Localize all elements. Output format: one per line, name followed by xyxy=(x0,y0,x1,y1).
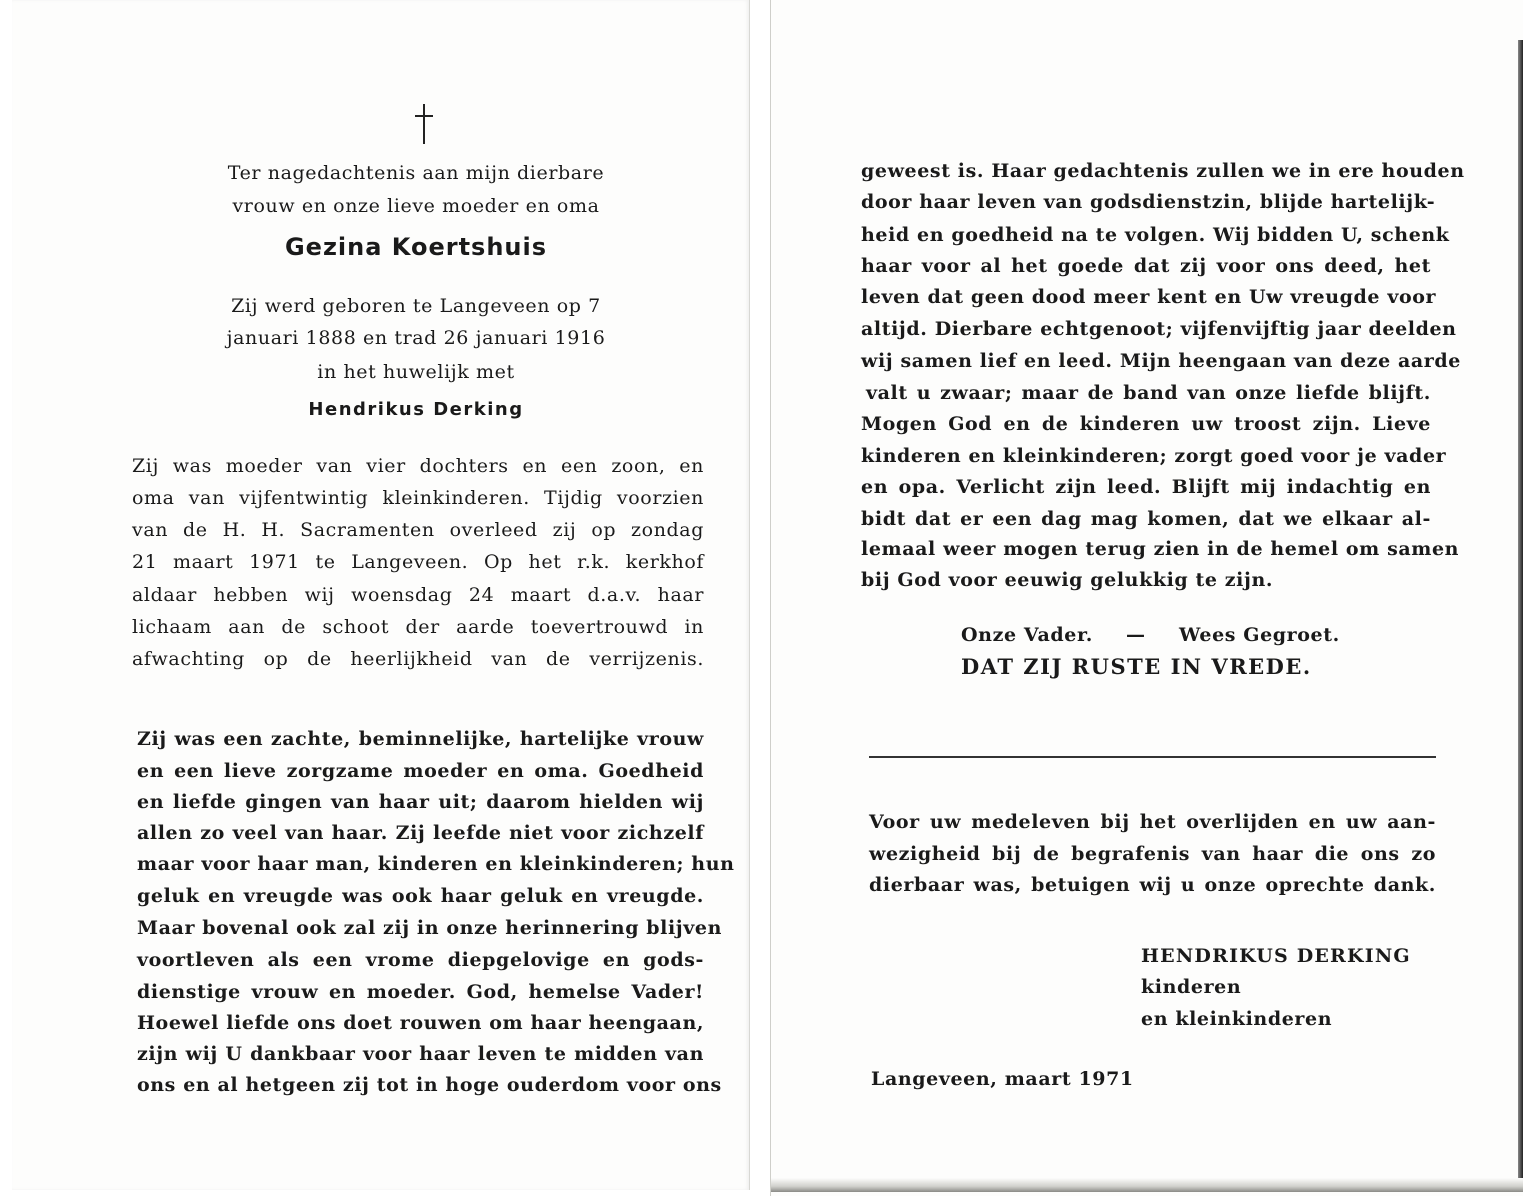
birth-line-3: in het huwelijk met xyxy=(317,361,515,383)
page-shadow-right xyxy=(1518,40,1523,1180)
paragraph-continued-line: heid en goedheid na te volgen. Wij bidden U, schenk xyxy=(861,224,1450,246)
paragraph-2-line: dienstige vrouw en moeder. God, hemelse Vader! xyxy=(137,981,704,1003)
paragraph-1-line: 21 maart 1971 te Langeveen. Op het r.k. kerkhof xyxy=(132,551,704,573)
paragraph-2-line: maar voor haar man, kinderen en kleinkinderen; hun xyxy=(137,853,735,875)
signature-children: kinderen xyxy=(1141,976,1242,998)
paragraph-2-line: en liefde gingen van haar uit; daarom hielden wij xyxy=(137,791,704,813)
paragraph-continued-line: geweest is. Haar gedachtenis zullen we in ere houden xyxy=(861,160,1465,182)
thanks-line: wezigheid bij de begrafenis van haar die ons zo xyxy=(869,843,1436,865)
paragraph-continued-line: en opa. Verlicht zijn leed. Blijft mij indachtig en xyxy=(861,476,1431,498)
paragraph-1-line: aldaar hebben wij woensdag 24 maart d.a.v. haar xyxy=(132,584,704,606)
paragraph-continued-line: door haar leven van godsdienstzin, blijde hartelijk- xyxy=(861,191,1436,213)
prayer-dash: — xyxy=(1126,624,1146,646)
intro-line-1: Ter nagedachtenis aan mijn dierbare xyxy=(227,162,605,184)
paragraph-1-line: Zij was moeder van vier dochters en een zoon, en xyxy=(132,455,704,477)
paragraph-2-line: geluk en vreugde was ook haar geluk en vreugde. xyxy=(137,885,704,907)
paragraph-2-line: Zij was een zachte, beminnelijke, hartelijke vrouw xyxy=(137,728,704,750)
spouse-name: Hendrikus Derking xyxy=(308,399,524,420)
right-page xyxy=(770,0,1523,1196)
prayer-wees-gegroet: Wees Gegroet. xyxy=(1179,624,1340,646)
paragraph-2-line: Maar bovenal ook zal zij in onze herinnering blijven xyxy=(137,917,723,939)
paragraph-continued-line: leven dat geen dood meer kent en Uw vreugde voor xyxy=(861,286,1437,308)
intro-line-2: vrouw en onze lieve moeder en oma xyxy=(232,195,600,217)
paragraph-continued-line: Mogen God en de kinderen uw troost zijn. Lieve xyxy=(861,413,1431,435)
paragraph-continued-line: wij samen lief en leed. Mijn heengaan van deze aarde xyxy=(861,350,1461,372)
signature-grandchildren: en kleinkinderen xyxy=(1141,1008,1333,1030)
page-gutter xyxy=(752,0,768,1200)
signature-name: HENDRIKUS DERKING xyxy=(1141,945,1411,967)
paragraph-continued-line: lemaal weer mogen terug zien in de hemel om samen xyxy=(861,538,1460,560)
birth-line-1: Zij werd geboren te Langeveen op 7 xyxy=(231,295,601,317)
divider-line xyxy=(869,756,1436,758)
rest-in-peace: DAT ZIJ RUSTE IN VREDE. xyxy=(961,654,1312,679)
thanks-line: dierbaar was, betuigen wij u onze oprechte dank. xyxy=(869,874,1436,896)
paragraph-2-line: en een lieve zorgzame moeder en oma. Goedheid xyxy=(137,760,704,782)
left-page xyxy=(12,0,750,1190)
paragraph-2-line: ons en al hetgeen zij tot in hoge ouderdom voor ons xyxy=(137,1074,722,1096)
paragraph-1-line: lichaam aan de schoot der aarde toevertrouwd in xyxy=(132,616,704,638)
paragraph-continued-line: haar voor al het goede dat zij voor ons deed, het xyxy=(861,255,1431,277)
paragraph-2-line: Hoewel liefde ons doet rouwen om haar heengaan, xyxy=(137,1012,705,1034)
deceased-name: Gezina Koertshuis xyxy=(284,233,548,261)
paragraph-continued-line: valt u zwaar; maar de band van onze liefde blijft. xyxy=(866,382,1431,404)
paragraph-2-line: allen zo veel van haar. Zij leefde niet voor zichzelf xyxy=(137,822,704,844)
paragraph-2-line: voortleven als een vrome diepgelovige en gods- xyxy=(137,949,704,971)
paragraph-continued-line: altijd. Dierbare echtgenoot; vijfenvijftig jaar deelden xyxy=(861,318,1457,340)
prayer-onze-vader: Onze Vader. xyxy=(961,624,1094,646)
paragraph-continued-line: kinderen en kleinkinderen; zorgt goed voor je vader xyxy=(861,445,1447,467)
paragraph-continued-line: bidt dat er een dag mag komen, dat we elkaar al- xyxy=(861,508,1431,530)
cross-icon xyxy=(412,104,436,144)
paragraph-1-line: van de H. H. Sacramenten overleed zij op zondag xyxy=(132,519,704,541)
thanks-line: Voor uw medeleven bij het overlijden en uw aan- xyxy=(869,811,1436,833)
paragraph-1-line: afwachting op de heerlijkheid van de verrijzenis. xyxy=(132,648,704,670)
place-date: Langeveen, maart 1971 xyxy=(871,1068,1134,1090)
paragraph-1-line: oma van vijfentwintig kleinkinderen. Tijdig voorzien xyxy=(132,487,704,509)
page-shadow-bottom xyxy=(771,1178,1523,1192)
paragraph-2-line: zijn wij U dankbaar voor haar leven te midden van xyxy=(137,1043,704,1065)
birth-line-2: januari 1888 en trad 26 januari 1916 xyxy=(226,327,606,349)
paragraph-continued-line: bij God voor eeuwig gelukkig te zijn. xyxy=(861,569,1274,591)
